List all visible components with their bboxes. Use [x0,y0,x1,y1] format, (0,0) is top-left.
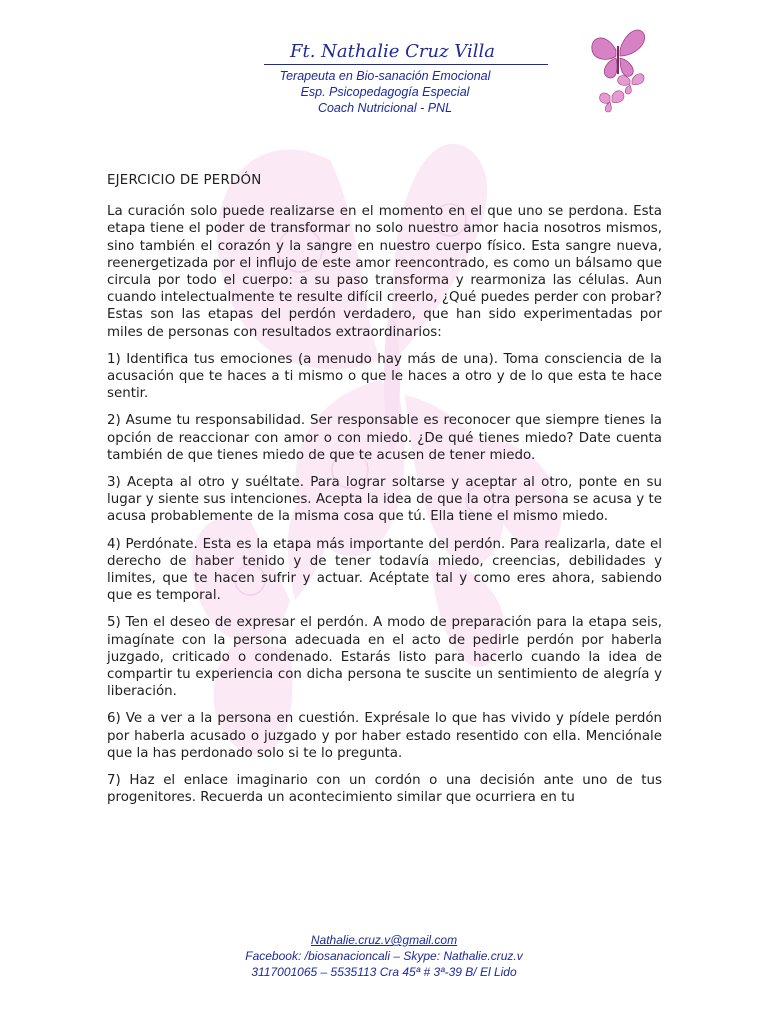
step-3-paragraph: 3) Acepta al otro y suéltate. Para lograr soltarse y aceptar al otro, ponte en su lugar y siente sus intenciones. Acepta la idea de que la otra persona se acusa y te acusa probablemente de la misma cosa que tú. Ella tiene el mismo miedo. [107,475,662,525]
step-7-paragraph: 7) Haz el enlace imaginario con un cordón o una decisión ante uno de tus progenitores. Recuerda un acontecimiento similar que ocurriera en tu [107,773,662,806]
intro-paragraph: La curación solo puede realizarse en el momento en el que uno se perdona. Esta etapa tiene el poder de transformar no solo nuestro amor hacia nosotros mismos, sino también el corazón y la sangre en nuestro cuerpo físico. Esta sangre nueva, reenergetizada por el influjo de este amor reencontrado, es como un bálsamo que circula por todo el cuerpo: a su paso transforma y rearmoniza las células. Aun cuando intelectualmente te resulte difícil creerlo, ¿Qué puedes perder con probar? Estas son las etapas del perdón verdadero, que han sido experimentadas por miles de personas con resultados extraordinarios: [107,204,662,340]
author-name: Ft. Nathalie Cruz Villa [264,40,548,65]
document-title: EJERCICIO DE PERDÓN [107,173,262,188]
step-5-paragraph: 5) Ten el deseo de expresar el perdón. A modo de preparación para la etapa seis, imagínate con la persona adecuada en el acto de pedirle perdón por haberla juzgado, criticado o condenado. Estarás listo para hacerlo cuando la idea de compartir tu experiencia con dicha persona te suscite un sentimiento de alegría y liberación. [107,615,662,700]
butterflies-logo [586,22,652,114]
document-body [107,172,662,817]
step-2-paragraph: 2) Asume tu responsabilidad. Ser responsable es reconocer que siempre tienes la opción de reaccionar con amor o con miedo. ¿De qué tienes miedo? Date cuenta también de que tienes miedo de que te acusen de tener miedo. [107,413,662,463]
footer-email-link[interactable]: Nathalie.cruz.v@gmail.com [310,933,458,947]
footer-contact: 3117001065 – 5535113 Cra 45ª # 3ª-39 B/ El Lido [251,965,517,979]
step-4-paragraph: 4) Perdónate. Esta es la etapa más importante del perdón. Para realizarla, date el derecho de haber tenido y de tener todavía miedo, creencias, debilidades y limites, que te hacen sufrir y actuar. Acéptate tal y como eres ahora, sabiendo que es temporal. [107,536,662,604]
step-1-paragraph: 1) Identifica tus emociones (a menudo hay más de una). Toma consciencia de la acusación que te haces a ti mismo o que le haces a otro y de lo que esta te hace sentir. [107,351,662,402]
author-title-1: Terapeuta en Bio-sanación Emocional [279,69,491,83]
author-title-2: Esp. Psicopedagogía Especial [300,85,470,99]
step-6-paragraph: 6) Ve a ver a la persona en cuestión. Exprésale lo que has vivido y pídele perdón por haberla acusado o juzgado y por haber estado resentido con ella. Menciónale que la has perdonado solo si te lo pregunta. [107,711,662,761]
author-title-3: Coach Nutricional - PNL [317,101,453,115]
footer [0,932,768,980]
footer-social: Facebook: /biosanacioncali – Skype: Nathalie.cruz.v [245,949,523,963]
